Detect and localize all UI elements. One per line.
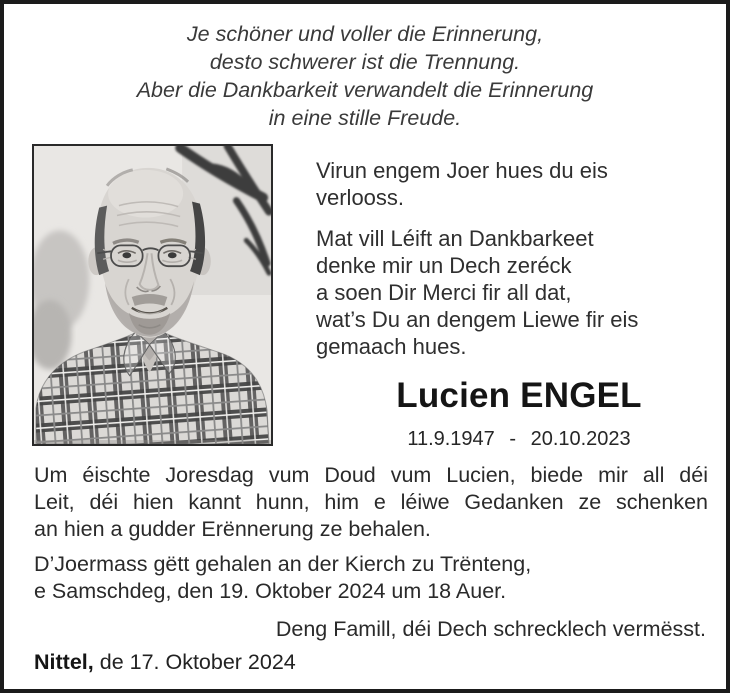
tribute-line: Mat vill Léift an Dankbarkeet	[316, 226, 594, 251]
body-line: D’Joermass gëtt gehalen an der Kierch zu Trënteng,	[34, 552, 532, 576]
quote-line: Aber die Dankbarkeit verwandelt die Erinnerung	[136, 78, 594, 102]
memorial-quote	[4, 20, 726, 132]
quote-line: desto schwerer ist die Trennung.	[209, 50, 521, 74]
life-dates: 11.9.1947 - 20.10.2023	[407, 428, 631, 450]
body-line: e Samschdeg, den 19. Oktober 2024 um 18 Auer.	[34, 579, 507, 603]
tribute-line: gemaach hues.	[316, 334, 467, 359]
place-date-line	[34, 649, 708, 676]
quote-line: Je schöner und voller die Erinnerung,	[186, 22, 544, 46]
quote-line: in eine stille Freude.	[268, 106, 462, 130]
portrait-illustration	[34, 146, 271, 444]
tribute-line: verlooss.	[316, 185, 405, 210]
tribute-paragraph-2	[316, 225, 722, 360]
body-line: Um éischte Joresdag vum Doud vum Lucien, biede mir all déi	[34, 463, 708, 487]
body-line: Leit, déi hien kannt hunn, him e léiwe Gedanken ze schenken	[34, 490, 708, 514]
place-name: Nittel,	[34, 650, 94, 674]
date-text: de 17. Oktober 2024	[99, 650, 296, 674]
tribute-line: wat’s Du an dengem Liewe fir eis	[316, 307, 639, 332]
mass-announcement	[34, 551, 708, 605]
deceased-name: Lucien ENGEL	[396, 376, 642, 415]
tribute-column	[316, 157, 722, 453]
family-closing: Deng Famill, déi Dech schrecklech vermësst.	[275, 617, 706, 641]
tribute-line: Virun engem Joer hues du eis	[316, 158, 608, 183]
portrait-photo	[32, 144, 273, 446]
tribute-line: denke mir un Dech zeréck	[316, 253, 572, 278]
tribute-paragraph-1	[316, 157, 722, 211]
body-line: an hien a gudder Erënnerung ze behalen.	[34, 517, 431, 541]
tribute-line: a soen Dir Merci fir all dat,	[316, 280, 572, 305]
anniversary-paragraph	[34, 462, 708, 543]
